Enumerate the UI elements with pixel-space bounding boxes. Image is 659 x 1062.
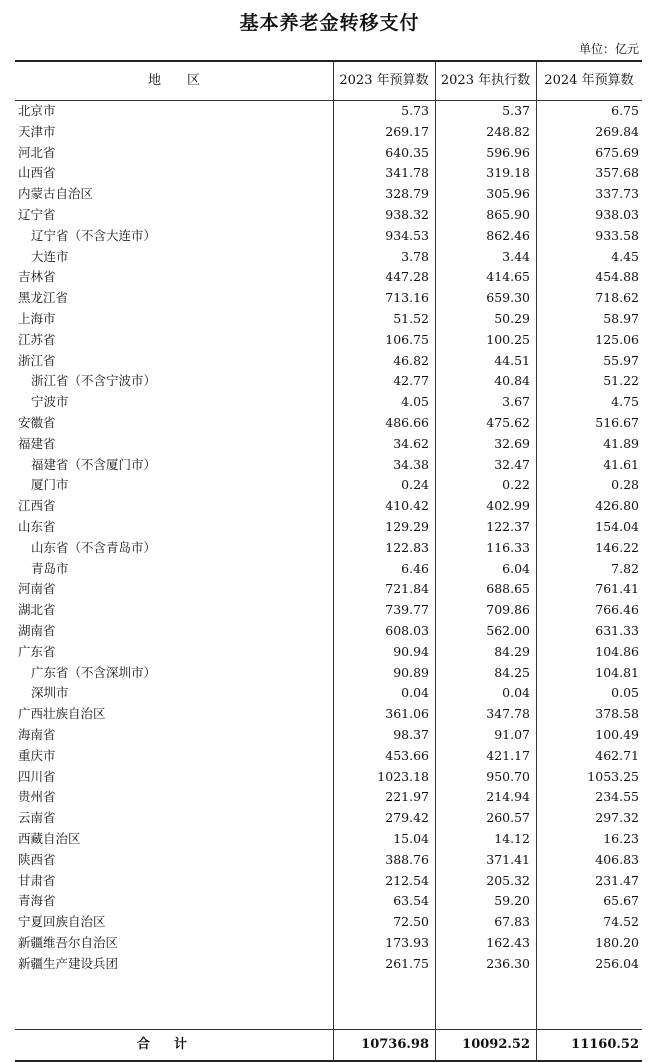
value-2024-budget: 256.04: [595, 955, 639, 971]
value-2023-budget: 279.42: [385, 810, 429, 826]
table-row: [15, 663, 642, 684]
value-2024-budget: 104.86: [595, 643, 639, 659]
region-name: 广西壮族自治区: [18, 706, 106, 722]
value-2024-budget: 125.06: [595, 331, 639, 347]
table-row: [15, 725, 642, 746]
table-row: [15, 787, 642, 808]
table-row: [15, 226, 642, 247]
value-2024-budget: 41.89: [603, 435, 639, 451]
value-2023-actual: 6.04: [502, 560, 530, 576]
region-name: 广东省（不含深圳市）: [31, 664, 157, 680]
value-2023-budget: 0.24: [401, 477, 429, 493]
value-2024-budget: 55.97: [603, 352, 639, 368]
value-2023-actual: 862.46: [486, 227, 530, 243]
transfer-table: [15, 60, 642, 1062]
total-row: [15, 1029, 642, 1060]
value-2023-actual: 562.00: [486, 623, 530, 638]
value-2024-budget: 454.88: [595, 269, 639, 285]
table-row: [15, 579, 642, 600]
value-2024-budget: 357.68: [595, 165, 639, 181]
region-name: 甘肃省: [18, 872, 56, 888]
value-2023-actual: 84.25: [494, 664, 530, 680]
value-2023-budget: 640.35: [385, 144, 429, 160]
value-2024-budget: 4.45: [611, 248, 639, 264]
value-2024-budget: 154.04: [595, 519, 639, 534]
value-2024-budget: 180.20: [595, 935, 639, 950]
region-name: 江西省: [18, 498, 56, 514]
table-row: [15, 101, 642, 122]
value-2024-budget: 462.71: [595, 747, 639, 763]
region-name: 新疆维吾尔自治区: [18, 935, 119, 950]
region-name: 天津市: [18, 123, 56, 139]
value-2024-budget: 426.80: [595, 498, 639, 514]
value-2023-actual: 260.57: [486, 810, 530, 826]
value-2023-actual: 3.44: [502, 248, 530, 264]
value-2023-budget: 42.77: [393, 373, 429, 389]
value-2024-budget: 65.67: [603, 893, 639, 909]
value-2023-actual: 14.12: [494, 831, 530, 846]
region-name: 山东省（不含青岛市）: [31, 539, 157, 555]
value-2023-budget: 122.83: [385, 539, 429, 555]
table-row: [15, 205, 642, 226]
region-name: 广东省: [18, 643, 56, 659]
table-row: [15, 163, 642, 184]
region-name: 新疆生产建设兵团: [18, 955, 119, 971]
value-2024-budget: 74.52: [603, 914, 639, 930]
value-2024-budget: 378.58: [595, 706, 639, 722]
value-2023-actual: 91.07: [494, 727, 530, 742]
value-2024-budget: 297.32: [595, 810, 639, 826]
value-2023-budget: 15.04: [393, 831, 429, 846]
table-header: [15, 62, 642, 101]
value-2023-budget: 739.77: [385, 602, 429, 618]
table-row: [15, 850, 642, 871]
value-2023-actual: 0.04: [502, 685, 530, 701]
value-2023-actual: 214.94: [486, 789, 530, 805]
region-name: 福建省: [18, 435, 56, 451]
unit-label: 单位：亿元: [578, 42, 639, 56]
region-name: 北京市: [18, 103, 56, 118]
table-row: [15, 891, 642, 912]
value-2023-actual: 402.99: [486, 498, 530, 514]
value-2023-budget: 447.28: [385, 269, 429, 285]
value-2023-actual: 84.29: [494, 643, 530, 659]
value-2023-actual: 44.51: [494, 352, 530, 368]
value-2024-budget: 766.46: [595, 602, 639, 618]
value-2023-budget: 388.76: [385, 851, 429, 867]
value-2023-budget: 453.66: [385, 747, 429, 763]
value-2024-budget: 631.33: [595, 623, 639, 638]
value-2024-budget: 7.82: [611, 560, 639, 576]
value-2024-budget: 58.97: [603, 311, 639, 326]
value-2024-budget: 516.67: [595, 415, 639, 430]
region-name: 西藏自治区: [18, 831, 81, 846]
value-2023-budget: 221.97: [385, 789, 429, 805]
value-2024-budget: 406.83: [595, 851, 639, 867]
value-2023-actual: 371.41: [486, 851, 530, 867]
value-2023-actual: 236.30: [486, 955, 530, 971]
region-name: 陕西省: [18, 851, 56, 867]
table-row: [15, 143, 642, 164]
table-row: [15, 496, 642, 517]
value-2024-budget: 41.61: [603, 456, 639, 472]
region-name: 宁夏回族自治区: [18, 914, 106, 930]
value-2023-budget: 721.84: [385, 581, 429, 597]
region-name: 湖北省: [18, 602, 56, 618]
header-2023-budget: 2023 年预算数: [339, 73, 429, 88]
table-row: [15, 267, 642, 288]
value-2024-budget: 234.55: [595, 789, 639, 805]
region-name: 河南省: [18, 581, 56, 597]
value-2023-actual: 3.67: [502, 394, 530, 410]
value-2023-budget: 63.54: [393, 893, 429, 909]
region-name: 浙江省（不含宁波市）: [31, 373, 157, 389]
value-2024-budget: 104.81: [595, 664, 639, 680]
value-2024-budget: 16.23: [603, 831, 639, 846]
value-2024-budget: 4.75: [611, 394, 639, 410]
value-2023-actual: 305.96: [486, 186, 530, 202]
value-2023-budget: 261.75: [385, 955, 429, 971]
value-2023-budget: 713.16: [385, 290, 429, 306]
table-row: [15, 538, 642, 559]
value-2023-actual: 122.37: [486, 519, 530, 534]
value-2023-budget: 410.42: [385, 498, 429, 514]
region-name: 上海市: [18, 311, 56, 326]
value-2023-budget: 90.89: [393, 664, 429, 680]
table-row: [15, 642, 642, 663]
value-2024-budget: 269.84: [595, 123, 639, 139]
value-2023-actual: 162.43: [486, 935, 530, 950]
value-2023-actual: 32.47: [494, 456, 530, 472]
region-name: 重庆市: [18, 747, 56, 763]
table-row: [15, 621, 642, 642]
value-2023-budget: 269.17: [385, 123, 429, 139]
region-name: 贵州省: [18, 789, 56, 805]
value-2023-budget: 341.78: [385, 165, 429, 181]
value-2023-budget: 34.62: [393, 435, 429, 451]
value-2023-budget: 608.03: [385, 623, 429, 638]
table-row: [15, 392, 642, 413]
table-row: [15, 288, 642, 309]
value-2023-budget: 3.78: [401, 248, 429, 264]
value-2023-budget: 4.05: [401, 394, 429, 410]
table-row: [15, 600, 642, 621]
value-2023-actual: 205.32: [486, 872, 530, 888]
value-2024-budget: 675.69: [595, 144, 639, 160]
value-2023-budget: 0.04: [401, 685, 429, 701]
region-name: 宁波市: [31, 394, 69, 410]
region-name: 内蒙古自治区: [18, 186, 94, 202]
region-name: 厦门市: [31, 477, 69, 493]
total-2024-budget: 11160.52: [571, 1037, 639, 1052]
value-2023-actual: 688.65: [486, 581, 530, 597]
region-name: 湖南省: [18, 623, 56, 638]
region-name: 吉林省: [18, 269, 56, 285]
table-row: [15, 912, 642, 933]
region-name: 四川省: [18, 768, 56, 784]
value-2023-actual: 100.25: [486, 331, 530, 347]
region-name: 海南省: [18, 727, 56, 742]
header-region: 地 区: [147, 73, 200, 88]
value-2023-actual: 950.70: [486, 768, 530, 784]
value-2023-actual: 0.22: [502, 477, 530, 493]
table-row: [15, 933, 642, 954]
value-2023-budget: 486.66: [385, 415, 429, 430]
value-2024-budget: 100.49: [595, 727, 639, 742]
value-2024-budget: 0.05: [611, 685, 639, 701]
table-row: [15, 704, 642, 725]
total-2023-budget: 10736.98: [361, 1037, 429, 1052]
table-row: [15, 767, 642, 788]
value-2024-budget: 146.22: [595, 539, 639, 555]
value-2023-budget: 173.93: [385, 935, 429, 950]
value-2023-budget: 361.06: [385, 706, 429, 722]
value-2023-actual: 319.18: [486, 165, 530, 181]
region-name: 福建省（不含厦门市）: [31, 456, 157, 472]
value-2023-budget: 51.52: [393, 311, 429, 326]
table-row: [15, 351, 642, 372]
table-row: [15, 829, 642, 850]
value-2023-budget: 5.73: [401, 103, 429, 118]
table-row: [15, 455, 642, 476]
value-2024-budget: 231.47: [595, 872, 639, 888]
table-row: [15, 184, 642, 205]
header-2023-actual: 2023 年执行数: [440, 73, 531, 88]
region-name: 山西省: [18, 165, 56, 181]
region-name: 辽宁省（不含大连市）: [31, 227, 157, 243]
value-2023-budget: 212.54: [385, 872, 429, 888]
value-2023-budget: 934.53: [385, 227, 429, 243]
value-2023-actual: 248.82: [486, 123, 530, 139]
table-row: [15, 475, 642, 496]
value-2024-budget: 718.62: [595, 290, 639, 306]
value-2023-budget: 938.32: [385, 207, 429, 222]
value-2024-budget: 938.03: [595, 207, 639, 222]
total-label: 合计: [136, 1037, 211, 1052]
value-2023-actual: 865.90: [486, 207, 530, 222]
table-row: [15, 871, 642, 892]
value-2023-actual: 709.86: [486, 602, 530, 618]
header-2024-budget: 2024 年预算数: [544, 73, 634, 88]
value-2024-budget: 1053.25: [587, 768, 639, 784]
table-row: [15, 808, 642, 829]
value-2023-budget: 106.75: [385, 331, 429, 347]
value-2023-actual: 596.96: [486, 144, 530, 160]
value-2023-actual: 475.62: [486, 415, 530, 430]
value-2023-actual: 116.33: [486, 539, 530, 555]
region-name: 青岛市: [31, 560, 69, 576]
value-2023-budget: 6.46: [401, 560, 429, 576]
region-name: 青海省: [18, 893, 56, 909]
table-row: [15, 683, 642, 704]
table-row: [15, 247, 642, 268]
value-2024-budget: 0.28: [611, 477, 639, 493]
value-2024-budget: 6.75: [611, 103, 639, 118]
value-2023-actual: 421.17: [486, 747, 530, 763]
table-row: [15, 746, 642, 767]
region-name: 河北省: [18, 144, 56, 160]
value-2023-actual: 50.29: [494, 311, 530, 326]
value-2023-actual: 414.65: [486, 269, 530, 285]
value-2023-actual: 347.78: [486, 706, 530, 722]
region-name: 黑龙江省: [18, 290, 69, 306]
table-row: [15, 122, 642, 143]
table-row: [15, 413, 642, 434]
table-row: [15, 954, 642, 975]
value-2023-actual: 32.69: [494, 435, 530, 451]
table-row: [15, 434, 642, 455]
value-2024-budget: 761.41: [595, 581, 639, 597]
region-name: 云南省: [18, 810, 56, 826]
value-2023-actual: 659.30: [486, 290, 530, 306]
value-2024-budget: 933.58: [595, 227, 639, 243]
table-row: [15, 559, 642, 580]
value-2023-budget: 328.79: [385, 186, 429, 202]
value-2023-budget: 1023.18: [377, 768, 429, 784]
value-2023-actual: 67.83: [494, 914, 530, 930]
table-row: [15, 517, 642, 538]
value-2024-budget: 337.73: [595, 186, 639, 202]
value-2023-budget: 72.50: [393, 914, 429, 930]
region-name: 大连市: [31, 248, 69, 264]
value-2023-budget: 34.38: [393, 456, 429, 472]
region-name: 深圳市: [31, 685, 69, 701]
page-title: 基本养老金转移支付: [239, 12, 420, 34]
value-2023-budget: 129.29: [385, 519, 429, 534]
region-name: 江苏省: [18, 331, 56, 347]
table-row: [15, 309, 642, 330]
value-2023-budget: 90.94: [393, 643, 429, 659]
region-name: 安徽省: [18, 415, 56, 430]
region-name: 山东省: [18, 519, 56, 534]
value-2023-budget: 98.37: [393, 727, 429, 742]
value-2023-actual: 5.37: [502, 103, 530, 118]
region-name: 浙江省: [18, 352, 56, 368]
value-2023-actual: 40.84: [494, 373, 530, 389]
value-2023-actual: 59.20: [494, 893, 530, 909]
table-row: [15, 330, 642, 351]
value-2024-budget: 51.22: [603, 373, 639, 389]
total-2023-actual: 10092.52: [462, 1037, 530, 1052]
table-row: [15, 371, 642, 392]
region-name: 辽宁省: [18, 207, 56, 222]
value-2023-budget: 46.82: [393, 352, 429, 368]
